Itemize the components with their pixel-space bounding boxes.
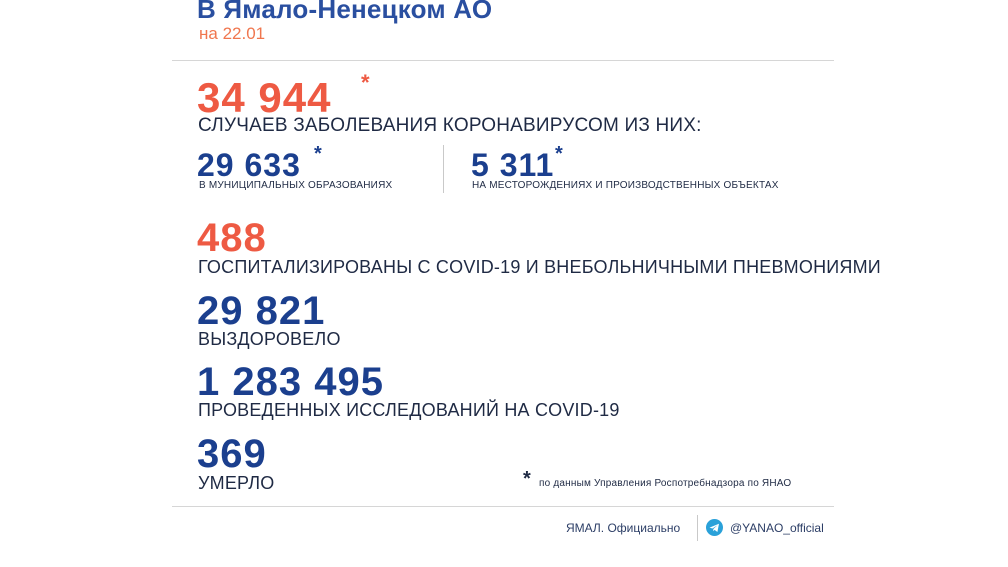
deaths-label: УМЕРЛО [198,473,275,493]
hospitalized-value: 488 [197,216,267,260]
stats-separator [443,145,444,193]
telegram-icon[interactable] [706,519,723,536]
footnote-mark: * [523,468,531,490]
source-label: ЯМАЛ. Официально [566,521,681,535]
deaths-value: 369 [197,432,267,476]
footnote-text: по данным Управления Роспотребнадзора по ЯНАО [539,478,792,489]
footer-separator [697,515,698,541]
municipal-cases-label: В МУНИЦИПАЛЬНЫХ ОБРАЗОВАНИЯХ [199,180,393,191]
date-label: на 22.01 [199,24,266,43]
field-cases-value: 5 311 [471,147,555,183]
telegram-handle[interactable]: @YANAO_official [730,521,824,535]
recovered-value: 29 821 [197,289,326,333]
top-divider [172,60,834,61]
tests-label: ПРОВЕДЕННЫХ ИССЛЕДОВАНИЙ НА COVID-19 [198,400,620,420]
total-cases-value: 34 944 [197,74,332,121]
municipal-cases-footnote-mark: * [314,143,322,165]
recovered-label: ВЫЗДОРОВЕЛО [198,329,341,349]
field-cases-label: НА МЕСТОРОЖДЕНИЯХ И ПРОИЗВОДСТВЕННЫХ ОБЪЕКТАХ [472,180,779,191]
total-cases-footnote-mark: * [361,70,370,95]
bottom-divider [172,506,834,507]
page-title: В Ямало-Ненецком АО [197,0,493,24]
total-cases-label: СЛУЧАЕВ ЗАБОЛЕВАНИЯ КОРОНАВИРУСОМ ИЗ НИХ: [198,115,702,136]
tests-value: 1 283 495 [197,360,384,404]
municipal-cases-value: 29 633 [197,147,301,183]
hospitalized-label: ГОСПИТАЛИЗИРОВАНЫ С COVID-19 И ВНЕБОЛЬНИЧНЫМИ ПНЕВМОНИЯМИ [198,257,881,277]
field-cases-footnote-mark: * [555,143,563,165]
